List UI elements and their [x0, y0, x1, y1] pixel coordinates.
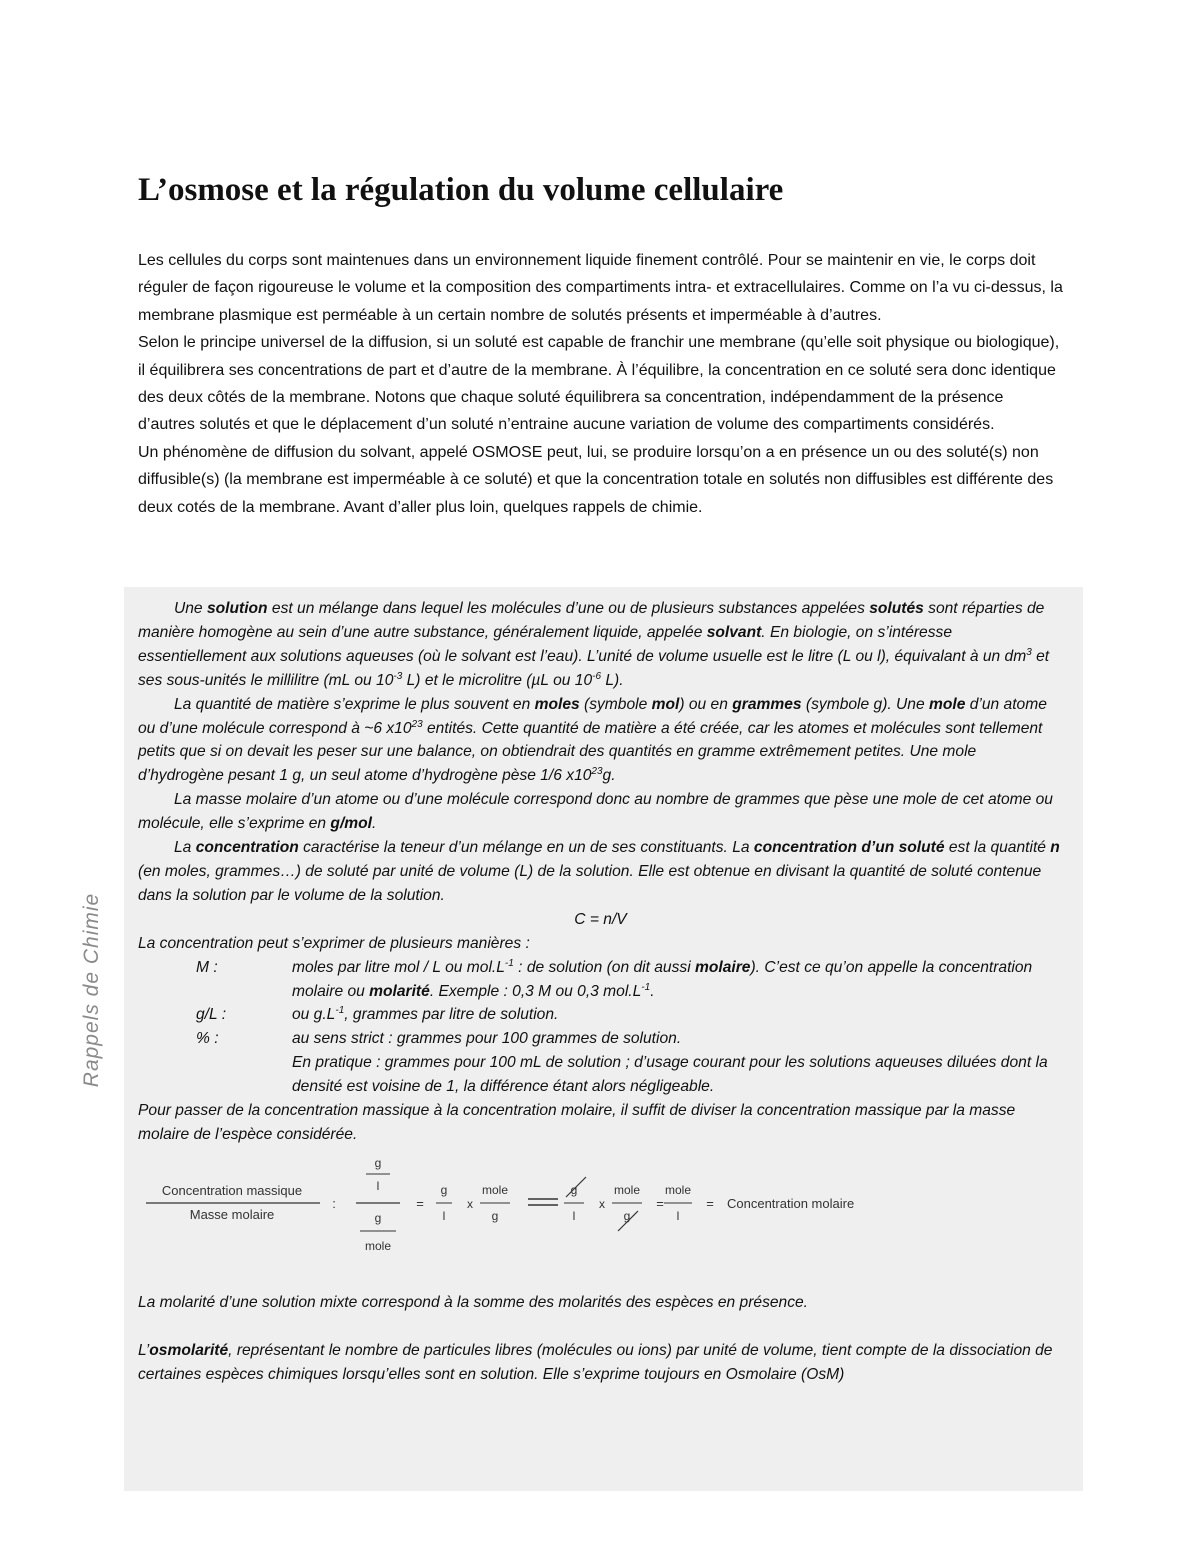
formula-mole: mole	[364, 1239, 392, 1253]
formula-equals: =	[706, 1196, 714, 1211]
formula-l: l	[376, 1179, 380, 1193]
formula-colon: :	[332, 1196, 336, 1211]
intro-paragraph: Selon le principe universel de la diffusion, si un soluté est capable de franchir une membrane (qu’elle soit physique ou biologique), il équilibrera ses concentrations de part et d’autre de la membrane. À l’équilibre, la concentration en ce soluté sera donc identique des deux côtés de la membrane. Notons que chaque soluté équilibrera sa concentration, indépendamment de la présence d’autres solutés et que le déplacement d’un soluté n’entraine aucune variation de volume des compartiments considérés.	[138, 334, 1060, 434]
term-concentration-solute: concentration d’un soluté	[753, 839, 945, 857]
formula-times: x	[599, 1197, 605, 1211]
formula-denominator: Masse molaire	[189, 1207, 275, 1222]
intro-text	[138, 247, 1063, 521]
formula-numerator: Concentration massique	[161, 1183, 303, 1198]
term-g-mol: g/mol	[330, 815, 373, 833]
ways-intro: La concentration peut s’exprimer de plusieurs manières :	[138, 934, 530, 952]
formula-l: l	[572, 1209, 576, 1223]
concentration-paragraph: La concentration caractérise la teneur d’un mélange en un de ses constituants. La concentration d’un soluté est la quantité n (en moles, grammes…) de soluté par unité de volume (L) de la solution. Elle est obtenue en divisant la quantité de soluté contenue dans la solution par le volume de la solution.	[138, 839, 1060, 904]
term-concentration: concentration	[195, 839, 299, 857]
formula-g-cancelled: g	[623, 1209, 631, 1223]
definition-item	[138, 1027, 1063, 1051]
conversion-formula	[144, 1153, 864, 1263]
formula-mole: mole	[613, 1183, 641, 1197]
mole-paragraph: La quantité de matière s’exprime le plus souvent en moles (symbole mol) ou en grammes (symbole g). Une mole d’un atome ou d’une molécule correspond à ~6 $x10^{23}$ entités. Cette quantité de matière a été créée, car les atomes et molécules sont tellement petits que si on devait les peser sur une balance, on obtiendrait des quantités en gramme extrêmement petites. Une mole d’hydrogène pesant 1 g, un seul atome d’hydrogène pèse 1/6 $x10^{23}g$.	[138, 695, 1047, 785]
formula-equals: =	[656, 1196, 664, 1211]
definition-value: moles par litre mol / L ou $mol.L^{-1}$ : de solution (on dit aussi molaire). C’est ce qu’on appelle la concentration molaire ou molarité. Exemple : 0,3 M ou 0,3 $mol.L^{-1}$.	[292, 957, 1033, 1000]
formula-g: g	[440, 1183, 448, 1197]
mixte-paragraph: La molarité d’une solution mixte correspond à la somme des molarités des espèces en présence.	[138, 1293, 809, 1311]
solution-paragraph: Une solution est un mélange dans lequel les molécules d’une ou de plusieurs substances appelées solutés sont réparties de manière homogène au sein d’une autre substance, généralement liquide, appelée solvant. En biologie, on s’intéresse essentiellement aux solutions aqueuses (où le solvant est l’eau). L’unité de volume usuelle est le litre (L ou l), équivalant à un $dm^3$ et ses sous-unités le millilitre (mL ou $10^{-3}$ L) et le microlitre (µL ou $10^{-6}$ L).	[138, 600, 1050, 689]
chemistry-reminder-box	[124, 587, 1083, 1491]
formula-g: g	[491, 1209, 499, 1223]
definition-value: En pratique : grammes pour 100 mL de solution ; d’usage courant pour les solutions aqueuses diluées dont la densité est voisine de 1, la différence étant alors négligeable.	[292, 1054, 1048, 1096]
intro-paragraph: Les cellules du corps sont maintenues dans un environnement liquide finement contrôlé. Pour se maintenir en vie, le corps doit réguler de façon rigoureuse le volume et la composition des compartiments intra- et extracellulaires. Comme on l’a vu ci-dessus, la membrane plasmique est perméable à un certain nombre de solutés présents et imperméable à d’autres.	[138, 252, 1063, 324]
conversion-paragraph: Pour passer de la concentration massique à la concentration molaire, il suffit de diviser la concentration massique par la masse molaire de l’espèce considérée.	[138, 1102, 1016, 1143]
formula-g-cancelled: g	[570, 1183, 578, 1197]
formula-l: l	[676, 1209, 680, 1223]
page-title: L’osmose et la régulation du volume cellulaire	[138, 172, 784, 208]
formula-mole: mole	[481, 1183, 509, 1197]
term-grammes: grammes	[732, 695, 802, 713]
term-mol: mol	[651, 695, 680, 713]
definition-key: % :	[196, 1030, 219, 1048]
formula-mole: mole	[664, 1183, 692, 1197]
formula-l: l	[442, 1209, 446, 1223]
definition-value: ou $g.L^{-1}$, grammes par litre de solution.	[292, 1005, 559, 1024]
formula-g: g	[374, 1211, 382, 1225]
term-solvant: solvant	[706, 623, 762, 641]
equation: C = n/V	[574, 910, 627, 928]
term-solution: solution	[206, 600, 268, 617]
definition-key: M :	[196, 958, 218, 976]
molar-mass-paragraph: La masse molaire d’un atome ou d’une molécule correspond donc au nombre de grammes que pèse une mole de cet atome ou molécule, elle s’exprime en g/mol.	[138, 791, 1053, 833]
formula-result: Concentration molaire	[727, 1196, 855, 1211]
definition-value: au sens strict : grammes pour 100 grammes de solution.	[292, 1030, 682, 1048]
definition-item	[138, 1051, 1063, 1099]
term-osmolarite: osmolarité	[149, 1341, 229, 1359]
term-moles: moles	[534, 695, 580, 713]
definition-key: g/L :	[196, 1006, 227, 1024]
term-mole: mole	[929, 695, 966, 713]
formula-g: g	[374, 1156, 382, 1170]
definition-item	[138, 1003, 1063, 1027]
term-solutes: solutés	[869, 600, 924, 617]
formula-equals: =	[416, 1196, 424, 1211]
intro-paragraph: Un phénomène de diffusion du solvant, appelé OSMOSE peut, lui, se produire lorsqu’on a en présence un ou des soluté(s) non diffusible(s) (la membrane est imperméable à ce soluté) et que la concentration totale en solutés non diffusibles est différente des deux cotés de la membrane. Avant d’aller plus loin, quelques rappels de chimie.	[138, 443, 1054, 516]
definition-list	[138, 956, 1063, 1099]
formula-times: x	[467, 1197, 473, 1211]
sidebar-label: Rappels de Chimie	[80, 892, 103, 1088]
term-n: n	[1050, 839, 1060, 857]
definition-item	[138, 956, 1063, 1004]
box-text	[138, 597, 1063, 1387]
osmolarity-paragraph: L’osmolarité, représentant le nombre de particules libres (molécules ou ions) par unité de volume, tient compte de la dissociation de certaines espèces chimiques lorsqu’elles sont en solution. Elle s’exprime toujours en Osmolaire (OsM)	[138, 1341, 1053, 1383]
